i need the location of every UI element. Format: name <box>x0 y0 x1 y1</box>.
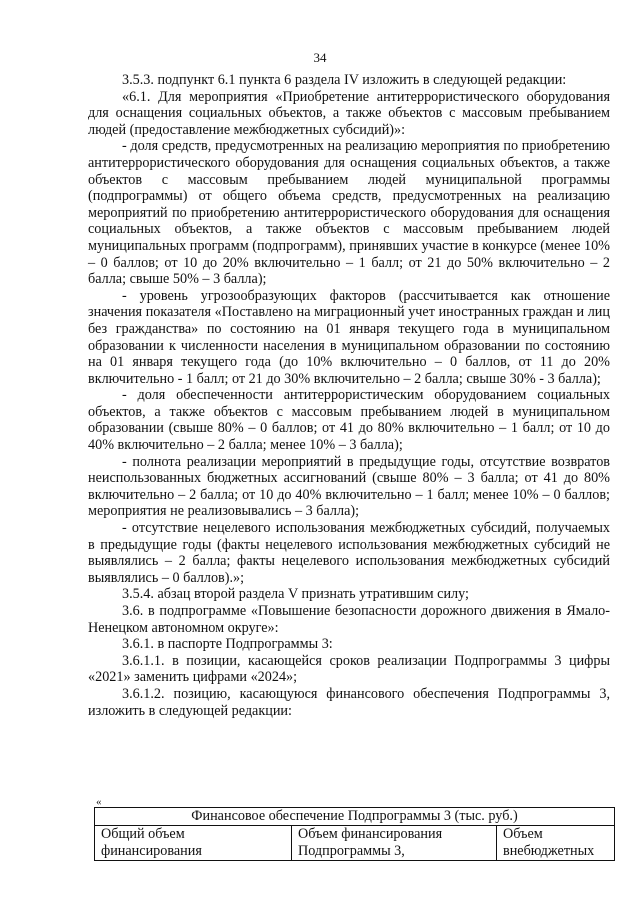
criterion-implementation: - полнота реализации мероприятий в предыдущие годы, отсутствие возвратов неиспользованных бюджетных ассигнований (свыше 80% – 3 балла; от 41 до 80% включительно – 2 балла; от 10 до 40% включительно – 1 балл; менее 10% – 0 баллов; мероприятия не реализовывались – 3 балла); <box>88 453 610 520</box>
document-body <box>88 72 610 719</box>
criterion-threat-level: - уровень угрозообразующих факторов (рассчитывается как отношение значения показателя «Поставлено на миграционный учет иностранных граждан и лиц без гражданства» по состоянию на 01 января текущего года в муниципальном образовании к численности населения в муниципальном образовании по состоянию на 01 января текущего года (до 10% включительно – 0 баллов, от 11 до 20% включительно - 1 балл; от 21 до 30% включительно – 2 балла; свыше 30% - 3 балла); <box>88 287 610 387</box>
criterion-equipment-share: - доля обеспеченности антитеррористическим оборудованием социальных объектов, а также объектов с массовым пребыванием людей в муниципальном образовании (свыше 80% – 0 баллов; от 41 до 80% включительно – 1 балл; от 10 до 40% включительно – 2 балла; менее 10% – 3 балла); <box>88 387 610 454</box>
paragraph-3-6-1: 3.6.1. в паспорте Подпрограммы 3: <box>122 636 333 653</box>
financing-table <box>94 807 615 861</box>
opening-quote: « <box>96 796 102 808</box>
paragraph-6-1: «6.1. Для мероприятия «Приобретение антитеррористического оборудования для оснащения социальных объектов, а также объектов с массовым пребыванием людей (предоставление межбюджетных субсидий)»: <box>88 88 610 138</box>
column-subprogram-financing: Объем финансирования Подпрограммы 3, <box>292 826 497 861</box>
criterion-funds-share: - доля средств, предусмотренных на реализацию мероприятия по приобретению антитеррористического оборудования для оснащения социальных объектов, а также объектов с массовым пребыванием людей муниципальной программы (подпрограммы) от общего объема средств, предусмотренных на реализацию мероприятий по приобретению антитеррористического оборудования для оснащения социальных объектов, а также объектов с массовым пребыванием людей муниципальных программ (подпрограмм), принявших участие в конкурсе (менее 10% – 0 баллов; от 10 до 20% включительно – 1 балл; от 21 до 50% включительно – 2 балла; свыше 50% – 3 балла); <box>88 138 610 288</box>
column-total-financing: Общий объем финансирования <box>95 826 292 861</box>
paragraph-3-5-4: 3.5.4. абзац второй раздела V признать утратившим силу; <box>122 586 469 603</box>
criterion-misuse: - отсутствие нецелевого использования межбюджетных субсидий, получаемых в предыдущие годы (факты нецелевого использования межбюджетных субсидий не выявлялись – 2 балла; факты нецелевого использования межбюджетных субсидий выявлялись – 0 баллов).»; <box>88 520 610 586</box>
page-number: 34 <box>313 50 327 65</box>
financing-table-caption: Финансовое обеспечение Подпрограммы 3 (тыс. руб.) <box>95 808 615 826</box>
paragraph-3-6-1-1: 3.6.1.1. в позиции, касающейся сроков реализации Подпрограммы 3 цифры «2021» заменить цифрами «2024»; <box>88 652 610 686</box>
paragraph-3-6: 3.6. в подпрограмме «Повышение безопасности дорожного движения в Ямало-Ненецком автономном округе»: <box>88 603 610 636</box>
column-extrabudgetary: Объем внебюджетных <box>497 826 615 861</box>
paragraph-3-6-1-2: 3.6.1.2. позицию, касающуюся финансового обеспечения Подпрограммы 3, изложить в следующей редакции: <box>88 685 610 719</box>
paragraph-3-5-3: 3.5.3. подпункт 6.1 пункта 6 раздела IV изложить в следующей редакции: <box>122 72 567 88</box>
